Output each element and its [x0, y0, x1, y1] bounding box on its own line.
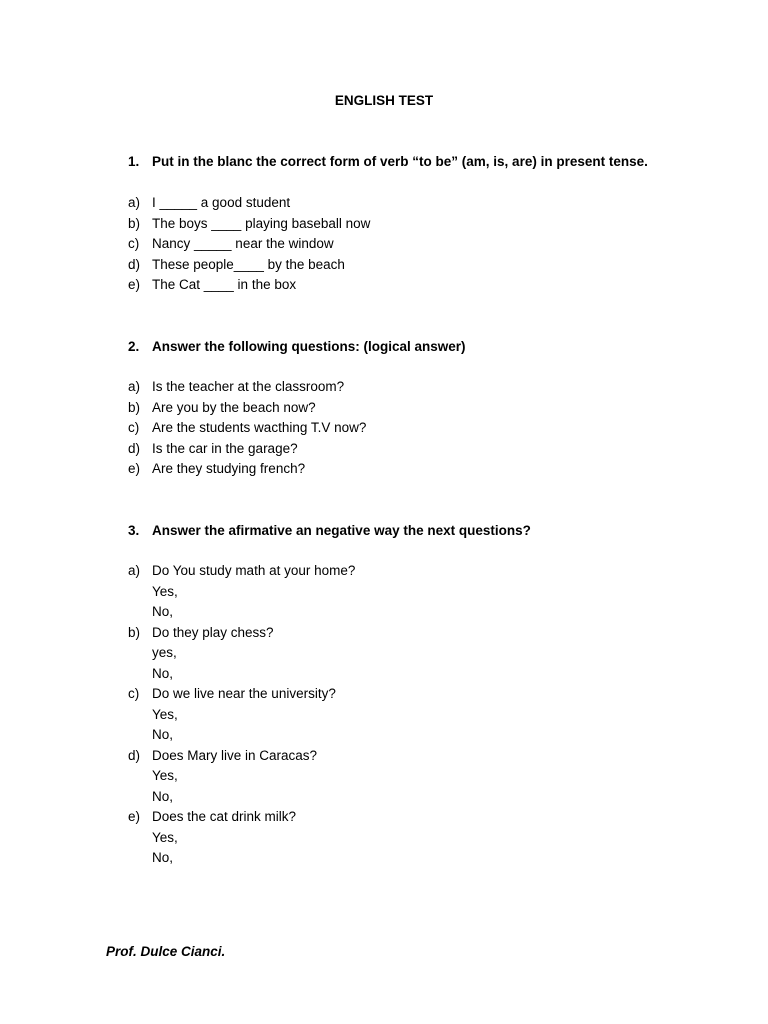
teacher-signature: Prof. Dulce Cianci.: [106, 944, 226, 959]
list-item: [128, 214, 370, 235]
no-answer-line: No,: [152, 788, 174, 804]
item-letter: b): [128, 399, 141, 415]
item-letter: a): [128, 195, 141, 210]
no-answer-line: No,: [152, 604, 174, 619]
list-item: [128, 398, 366, 419]
yes-answer-line: Yes,: [152, 829, 178, 845]
question-2-heading: [128, 339, 466, 354]
item-letter: b): [128, 624, 141, 640]
item-letter: d): [128, 747, 141, 763]
question-3-items: [128, 561, 355, 869]
item-letter: d): [128, 256, 141, 272]
question-3-number: 3.: [128, 523, 140, 538]
item-text: The boys ____ playing baseball now: [152, 215, 371, 231]
yes-answer-line: Yes,: [152, 583, 178, 599]
question-1-text: Put in the blanc the correct form of verb “to be” (am, is, are) in present tense.: [152, 154, 648, 169]
item-text: The Cat ____ in the box: [152, 277, 297, 292]
question-1-items: [128, 193, 370, 296]
item-letter: a): [128, 563, 141, 578]
list-item: [128, 193, 370, 214]
item-text: Are you by the beach now?: [152, 399, 316, 415]
list-item: [128, 807, 355, 869]
item-text: Is the teacher at the classroom?: [152, 379, 345, 394]
item-text: Are they studying french?: [152, 461, 306, 476]
item-letter: d): [128, 440, 141, 456]
list-item: [128, 439, 366, 460]
no-answer-line: No,: [152, 727, 174, 742]
item-letter: b): [128, 215, 141, 231]
yes-answer-line: yes,: [152, 645, 177, 660]
yes-answer-line: Yes,: [152, 706, 178, 722]
question-2-number: 2.: [128, 339, 140, 354]
question-1-number: 1.: [128, 154, 140, 169]
item-text: Are the students wacthing T.V now?: [152, 420, 367, 435]
list-item: [128, 377, 366, 398]
item-letter: e): [128, 461, 141, 476]
item-text: Do we live near the university?: [152, 686, 336, 701]
page-title: ENGLISH TEST: [334, 93, 434, 108]
list-item: [128, 234, 370, 255]
item-text: Do they play chess?: [152, 624, 274, 640]
list-item: [128, 255, 370, 276]
question-2-items: [128, 377, 366, 480]
question-3-heading: [128, 523, 531, 538]
list-item: [128, 746, 355, 808]
list-item: [128, 275, 370, 296]
item-letter: c): [128, 236, 140, 251]
question-3-text: Answer the afirmative an negative way the next questions?: [152, 523, 531, 538]
item-text: Nancy _____ near the window: [152, 236, 334, 251]
list-item: [128, 684, 355, 746]
item-text: Does Mary live in Caracas?: [152, 747, 318, 763]
list-item: [128, 418, 366, 439]
item-text: Does the cat drink milk?: [152, 809, 297, 824]
no-answer-line: No,: [152, 665, 174, 681]
item-text: I _____ a good student: [152, 195, 291, 210]
item-text: These people____ by the beach: [152, 256, 345, 272]
question-2-text: Answer the following questions: (logical answer): [152, 339, 466, 354]
item-text: Is the car in the garage?: [152, 440, 298, 456]
list-item: [128, 459, 366, 480]
yes-answer-line: Yes,: [152, 768, 178, 783]
item-letter: a): [128, 379, 141, 394]
item-letter: e): [128, 277, 141, 292]
no-answer-line: No,: [152, 850, 174, 865]
list-item: [128, 561, 355, 623]
list-item: [128, 623, 355, 685]
item-text: Do You study math at your home?: [152, 563, 356, 578]
item-letter: c): [128, 420, 140, 435]
question-1-heading: [128, 154, 648, 169]
item-letter: e): [128, 809, 141, 824]
item-letter: c): [128, 686, 140, 701]
